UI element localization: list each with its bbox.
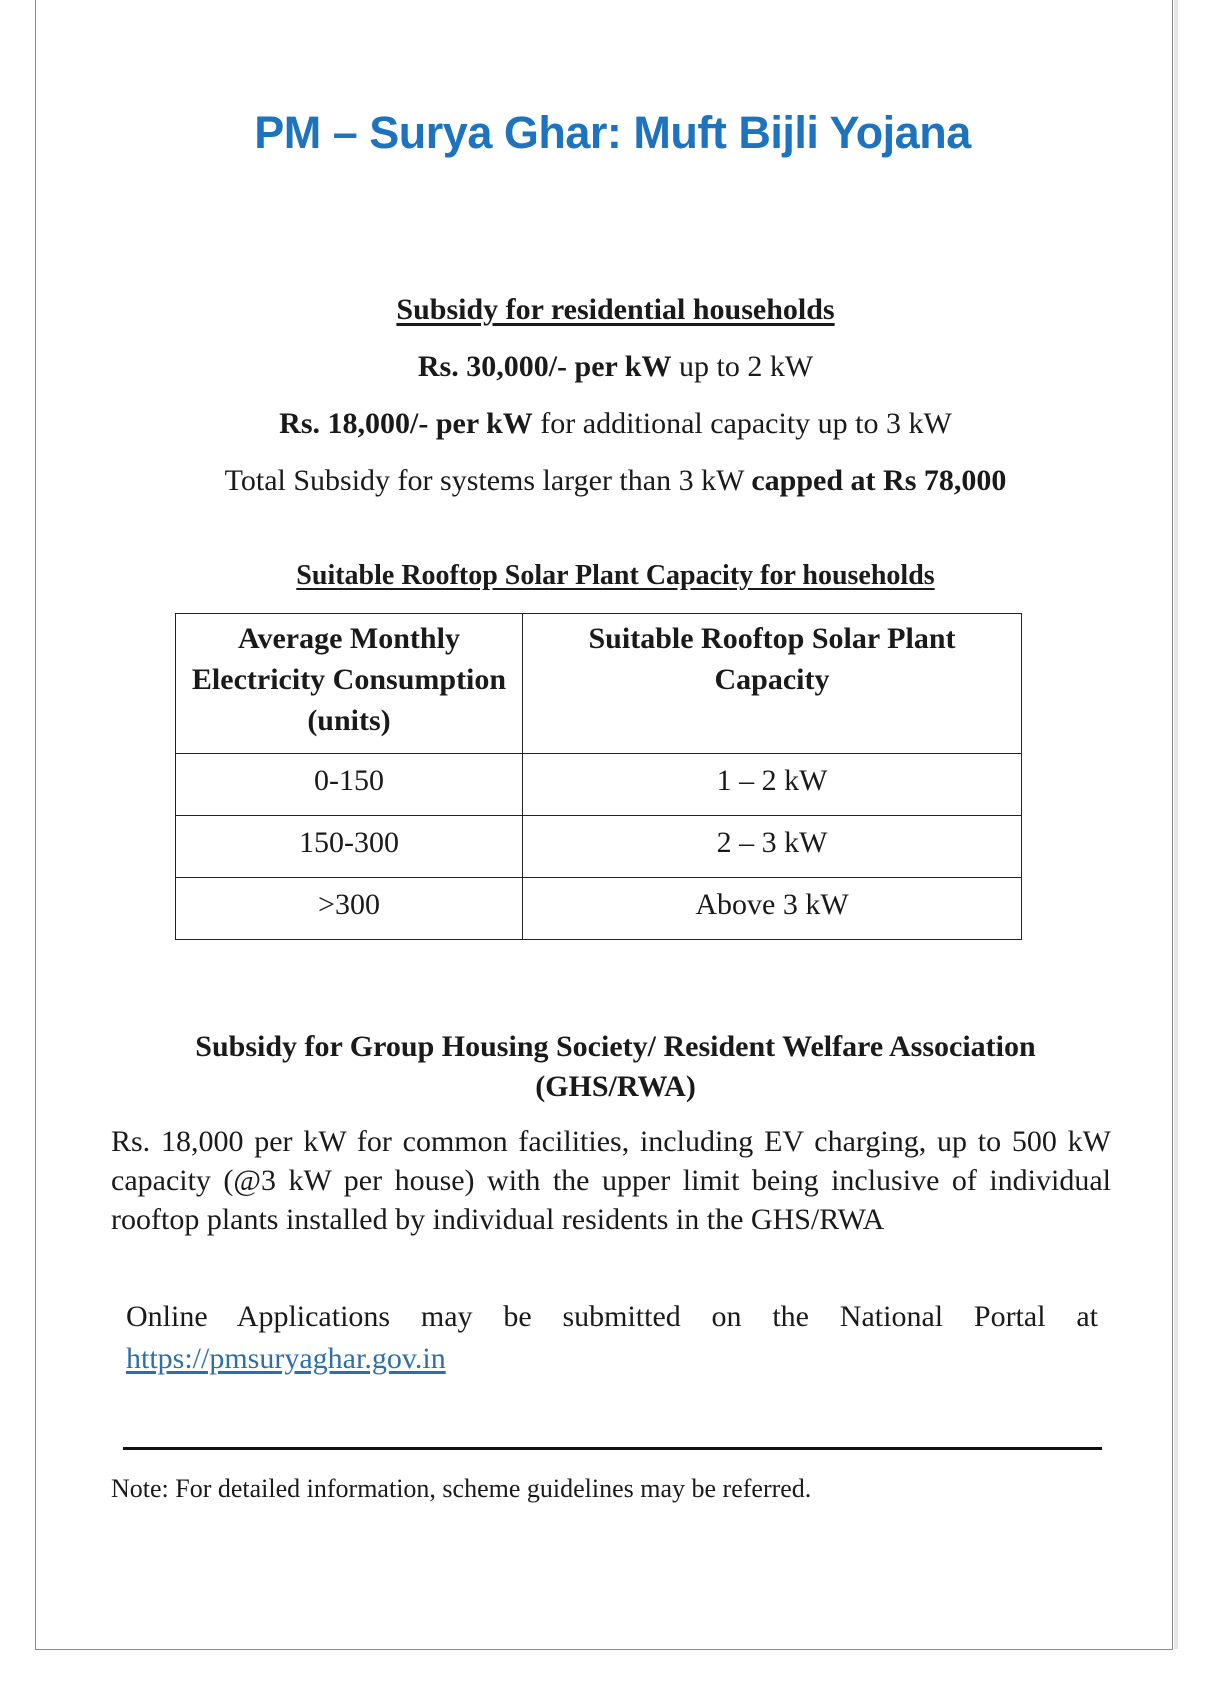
rate-1-amount: Rs. 30,000/- per kW xyxy=(417,350,672,383)
rate-2-detail: for additional capacity up to 3 kW xyxy=(532,407,952,440)
residential-rate-2 xyxy=(0,407,1231,441)
page-title: PM – Surya Ghar: Muft Bijli Yojana xyxy=(254,107,971,158)
capacity-table xyxy=(175,613,1022,940)
ghs-rwa-subsidy-text: Rs. 18,000 per kW for common facilities, including EV charging, up to 500 kW capacity (@3 kW per house) with the upper limit being inclusive of individual rooftop plants installed by individual residents in the GHS/RWA xyxy=(111,1125,1111,1236)
capacity-cell: 1 – 2 kW xyxy=(523,754,1022,816)
rate-cap-amount: capped at Rs 78,000 xyxy=(751,464,1007,497)
capacity-cell: 2 – 3 kW xyxy=(523,816,1022,878)
residential-rate-cap xyxy=(0,464,1231,498)
consumption-cell: >300 xyxy=(176,878,523,940)
rate-cap-lead: Total Subsidy for systems larger than 3 kW xyxy=(224,464,752,497)
table-row xyxy=(176,878,1022,940)
application-info xyxy=(126,1296,1098,1380)
divider-line xyxy=(123,1447,1102,1450)
ghs-rwa-heading xyxy=(0,1027,1231,1107)
application-text: Online Applications may be submitted on the National Portal at xyxy=(126,1300,1098,1333)
consumption-cell: 150-300 xyxy=(176,816,523,878)
header-consumption: Average Monthly Electricity Consumption (units) xyxy=(176,614,523,754)
ghs-heading-line-1: Subsidy for Group Housing Society/ Resident Welfare Association xyxy=(195,1030,1036,1063)
footnote: Note: For detailed information, scheme guidelines may be referred. xyxy=(111,1474,812,1503)
header-capacity: Suitable Rooftop Solar Plant Capacity xyxy=(523,614,1022,754)
table-header-row xyxy=(176,614,1022,754)
national-portal-link[interactable]: https://pmsuryaghar.gov.in xyxy=(126,1342,446,1375)
ghs-heading-line-2: (GHS/RWA) xyxy=(535,1070,696,1103)
table-row xyxy=(176,816,1022,878)
residential-subsidy-heading: Subsidy for residential households xyxy=(396,293,835,326)
residential-rate-1 xyxy=(0,350,1231,384)
rate-1-detail: up to 2 kW xyxy=(671,350,814,383)
capacity-cell: Above 3 kW xyxy=(523,878,1022,940)
table-row xyxy=(176,754,1022,816)
consumption-cell: 0-150 xyxy=(176,754,523,816)
capacity-table-heading: Suitable Rooftop Solar Plant Capacity for households xyxy=(296,560,935,591)
rate-2-amount: Rs. 18,000/- per kW xyxy=(279,407,533,440)
